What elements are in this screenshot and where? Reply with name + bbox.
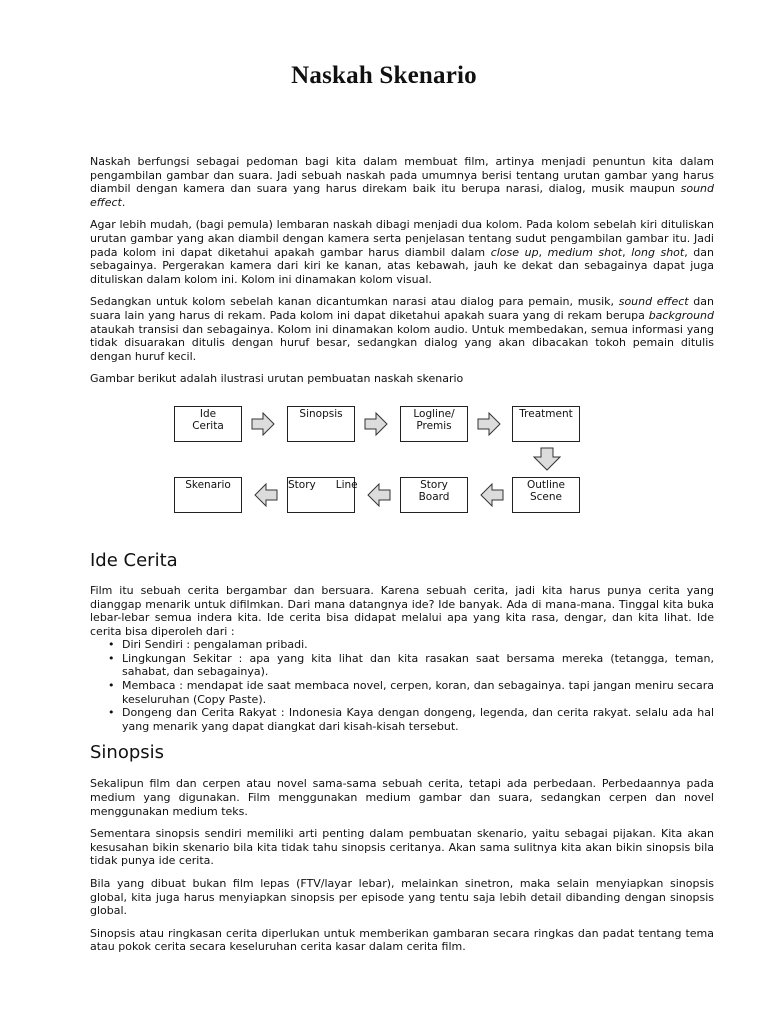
arrow-left-icon [480, 483, 504, 507]
list-item: • Diri Sendiri : pengalaman pribadi. [108, 638, 308, 652]
flow-box-treatment: Treatment [512, 406, 580, 442]
list-item: • Lingkungan Sekitar : apa yang kita lihat dan kita rasakan saat bersama mereka (tetangga, teman, sahabat, dan sebagainya). [108, 651, 714, 679]
ide-cerita-list [90, 638, 714, 733]
flow-box-outline-scene: Outline Scene [512, 477, 580, 513]
sinopsis-paragraph: Sementara sinopsis sendiri memiliki arti penting dalam pembuatan skenario, yaitu sebagai pijakan. Kita akan kesusahan bikin skenario bila kita tidak tahu sinopsis ceritanya. Akan sama sulitnya kita akan bikin sinopsis bila tidak punya ide cerita. [90, 827, 714, 868]
intro-paragraph-1: Naskah berfungsi sebagai pedoman bagi kita dalam membuat film, artinya menjadi penuntun kita dalam pengambilan gambar dan suara. Jadi sebuah naskah pada umumnya berisi tentang urutan gambar yang harus diambil dengan kamera dan suara yang harus direkam baik itu berupa narasi, dialog, musik maupun sound effect. [90, 155, 714, 209]
flow-box-story-board: Story Board [400, 477, 468, 513]
arrow-right-icon [364, 412, 388, 436]
list-item: • Dongeng dan Cerita Rakyat : Indonesia Kaya dengan dongeng, legenda, dan cerita rakyat. selalu ada hal yang menarik yang dapat diangkat dari kisah-kisah tersebut. [108, 706, 714, 733]
flow-box-story-line: Story Line [287, 477, 355, 513]
intro-paragraph-3: Sedangkan untuk kolom sebelah kanan dicantumkan narasi atau dialog para pemain, musik, sound effect dan suara lain yang harus di rekam. Pada kolom ini dapat diketahui apakah suara yang di rekam berupa background ataukah transisi dan sebagainya. Kolom ini dinamakan kolom audio. Untuk membedakan, semua informasi yang tidak disuarakan ditulis dengan huruf besar, sedangkan dialog yang akan dibacakan tokoh pemain ditulis dengan huruf kecil. [90, 295, 714, 363]
sinopsis-paragraph: Sinopsis atau ringkasan cerita diperlukan untuk memberikan gambaran secara ringkas dan padat tentang tema atau pokok cerita secara keseluruhan cerita kasar dalam cerita film. [90, 926, 714, 954]
document-body [90, 155, 714, 963]
bullet-icon: • [108, 638, 115, 652]
intro-paragraph-2: Agar lebih mudah, (bagi pemula) lembaran naskah dibagi menjadi dua kolom. Pada kolom sebelah kiri dituliskan urutan gambar yang akan diambil dengan kamera serta penjelasan tentang sudut pengambilan gambar itu. Jadi pada kolom ini dapat diketahui apakah gambar harus diambil dalam close up, medium shot, long shot, dan sebagainya. Pergerakan kamera dari kiri ke kanan, atas kebawah, jauh ke dekat dan sebagainya dapat juga dituliskan dalam kolom ini. Kolom ini dinamakan kolom visual. [90, 218, 714, 286]
bullet-icon: • [108, 679, 115, 693]
arrow-right-icon [251, 412, 275, 436]
flow-box-ide-cerita: Ide Cerita [174, 406, 242, 442]
sinopsis-paragraph: Sekalipun film dan cerpen atau novel sama-sama sebuah cerita, tetapi ada perbedaan. Perbedaannya pada medium yang digunakan. Film menggunakan medium gambar dan suara, sedangkan cerpen dan novel menggunakan medium teks. [90, 777, 714, 818]
bullet-icon: • [108, 706, 115, 720]
section-heading-sinopsis: Sinopsis [90, 742, 165, 764]
flowchart [90, 406, 714, 526]
flow-box-skenario: Skenario [174, 477, 242, 513]
arrow-down-icon [533, 447, 561, 471]
list-item: • Membaca : mendapat ide saat membaca novel, cerpen, koran, dan sebagainya. tapi jangan meniru secara keseluruhan (Copy Paste). [108, 679, 714, 706]
intro-paragraph-4: Gambar berikut adalah ilustrasi urutan pembuatan naskah skenario [90, 372, 464, 386]
arrow-left-icon [254, 483, 278, 507]
bullet-icon: • [108, 651, 115, 665]
flow-box-logline: Logline/ Premis [400, 406, 468, 442]
ide-cerita-paragraph: Film itu sebuah cerita bergambar dan bersuara. Karena sebuah cerita, jadi kita harus punya cerita yang dianggap menarik untuk difilmkan. Dari mana datangnya ide? Ide banyak. Ada di mana-mana. Tinggal kita buka lebar-lebar semua indera kita. Ide cerita bisa didapat melalui apa yang kita rasa, dengar, dan kita lihat. Ide cerita bisa diperoleh dari : [90, 583, 714, 638]
section-heading-ide-cerita: Ide Cerita [90, 549, 178, 571]
flow-box-sinopsis: Sinopsis [287, 406, 355, 442]
arrow-right-icon [477, 412, 501, 436]
arrow-left-icon [367, 483, 391, 507]
sinopsis-paragraph: Bila yang dibuat bukan film lepas (FTV/layar lebar), melainkan sinetron, maka selain menyiapkan sinopsis global, kita juga harus menyiapkan sinopsis per episode yang tentu saja lebih detail dibanding dengan sinopsis global. [90, 877, 714, 918]
page-title: Naskah Skenario [291, 62, 477, 89]
